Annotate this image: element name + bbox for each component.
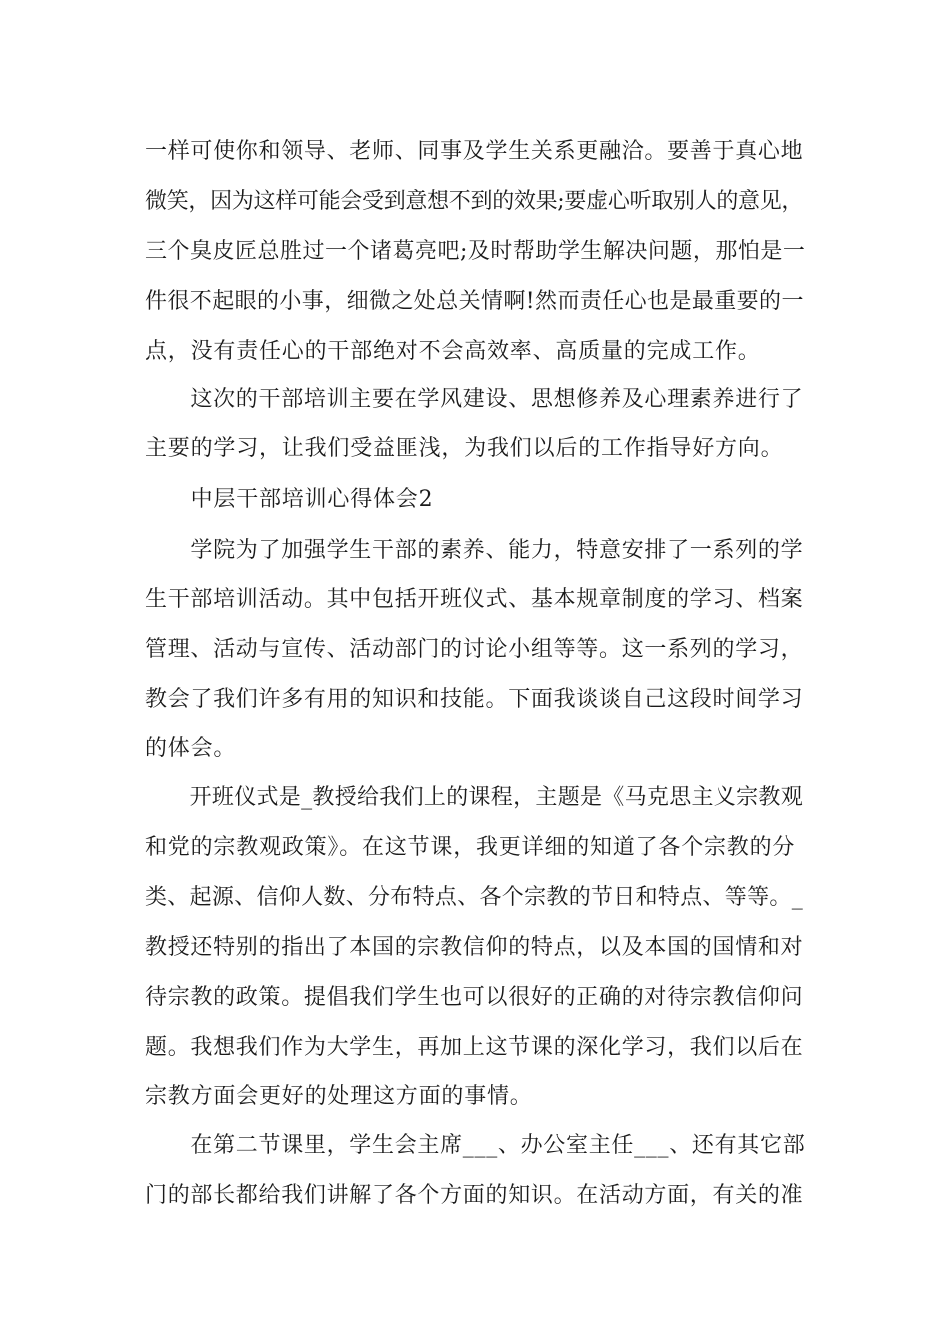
text-line: 一样可使你和领导、老师、同事及学生关系更融洽。要善于真心地 <box>145 139 804 164</box>
text-line: 这次的干部培训主要在学风建设、思想修养及心理素养进行了 <box>145 387 804 412</box>
text-line: 宗教方面会更好的处理这方面的事情。 <box>145 1084 533 1109</box>
text-line: 在第二节课里，学生会主席___、办公室主任___、还有其它部 <box>145 1133 806 1158</box>
text-line: 教授还特别的指出了本国的宗教信仰的特点，以及本国的国情和对 <box>145 935 804 960</box>
text-line: 微笑，因为这样可能会受到意想不到的效果;要虚心听取别人的意见， <box>145 189 804 214</box>
text-line: 生干部培训活动。其中包括开班仪式、基本规章制度的学习、档案 <box>145 587 804 612</box>
text-line: 点，没有责任心的干部绝对不会高效率、高质量的完成工作。 <box>145 339 761 364</box>
text-line: 题。我想我们作为大学生，再加上这节课的深化学习，我们以后在 <box>145 1035 804 1060</box>
text-line: 待宗教的政策。提倡我们学生也可以很好的正确的对待宗教信仰问 <box>145 985 804 1010</box>
text-line: 件很不起眼的小事，细微之处总关情啊!然而责任心也是最重要的一 <box>145 289 804 314</box>
text-line: 教会了我们许多有用的知识和技能。下面我谈谈自己这段时间学习 <box>145 687 804 712</box>
text-line: 开班仪式是_教授给我们上的课程，主题是《马克思主义宗教观 <box>145 785 804 810</box>
text-line: 主要的学习，让我们受益匪浅，为我们以后的工作指导好方向。 <box>145 436 784 461</box>
text-line: 和党的宗教观政策》。在这节课，我更详细的知道了各个宗教的分 <box>145 835 796 860</box>
text-line: 的体会。 <box>145 736 237 761</box>
text-line: 学院为了加强学生干部的素养、能力，特意安排了一系列的学 <box>145 538 804 563</box>
text-line: 三个臭皮匠总胜过一个诸葛亮吧;及时帮助学生解决问题，那怕是一 <box>145 239 806 264</box>
text-line: 门的部长都给我们讲解了各个方面的知识。在活动方面，有关的准 <box>145 1183 804 1208</box>
text-line: 类、起源、信仰人数、分布特点、各个宗教的节日和特点、等等。_ <box>145 885 804 910</box>
section-heading: 中层干部培训心得体会2 <box>145 487 434 512</box>
text-line: 管理、活动与宣传、活动部门的讨论小组等等。这一系列的学习， <box>145 637 804 662</box>
